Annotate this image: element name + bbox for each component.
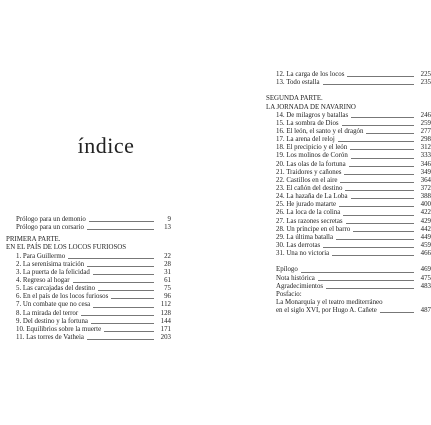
toc-entry-page: 13 [164, 224, 171, 232]
toc-entry [266, 242, 431, 250]
toc-entry-title: 31. Una no victoria [276, 250, 330, 258]
toc-entry-title: 20. Las olas de la fortuna [276, 160, 346, 168]
toc-entry-page: 246 [420, 111, 431, 119]
leader-line [98, 290, 154, 291]
toc-entry-page: 225 [420, 71, 431, 78]
toc-entry-page: 235 [420, 79, 431, 87]
toc-entry-page: 388 [420, 193, 431, 201]
part-heading: PRIMERA PARTE. [6, 236, 61, 244]
toc-entry-page: 364 [420, 176, 431, 184]
toc-entry-page: 459 [420, 241, 431, 249]
toc-entry-page: 346 [420, 160, 431, 168]
toc-entry [6, 269, 171, 277]
toc-entry-title: 12. La carga de los locos [276, 71, 345, 78]
toc-entry-title: Epílogo [276, 266, 298, 274]
toc-entry-page: 96 [164, 293, 171, 301]
leader-line [347, 76, 414, 77]
part-heading: SEGUNDA PARTE. [266, 95, 323, 103]
toc-entry-title: 7. Un combate que no cesa [16, 301, 91, 309]
leader-line [326, 288, 414, 289]
toc-entry-title: 25. He jurado matarte [276, 201, 337, 209]
leader-line [342, 125, 414, 126]
leader-line [87, 229, 154, 230]
toc-entry-page: 333 [420, 152, 431, 160]
toc-entry [266, 71, 431, 79]
toc-entry-page: 112 [160, 301, 171, 309]
toc-entry-title: 24. La hazaña de La Loba [276, 193, 348, 201]
leader-line [332, 255, 414, 256]
toc-entry [266, 152, 431, 160]
page-title: índice [77, 133, 135, 158]
leader-line [351, 158, 414, 159]
toc-entry [266, 185, 431, 193]
toc-entry-title: 16. El león, el santo y el dragón [276, 127, 364, 135]
toc-entry [266, 112, 431, 120]
toc-entry-page: 372 [420, 184, 431, 192]
toc-entry [266, 128, 431, 136]
toc-entry-title: Agradecimientos [276, 282, 324, 290]
toc-entry-title: Prólogo para un corsario [16, 224, 84, 232]
toc-entry [266, 218, 431, 226]
toc-entry-title: 10. Equilibrios sobre la muerte [16, 325, 102, 333]
toc-entry-title: 19. Los molinos de Corón [276, 152, 348, 160]
toc-entry-page: 128 [160, 309, 171, 317]
toc-entry-title: 23. El cañón del destino [276, 184, 343, 192]
leader-line [380, 312, 414, 313]
toc-entry-title: en el siglo XVI, por Hugo A. Cañete [276, 307, 377, 315]
toc-entry [266, 136, 431, 144]
toc-entry-title: 8. La mirada del terror [16, 309, 79, 317]
toc-entry-page: 31 [164, 268, 171, 276]
toc-entry-title: 15. La sombra de Dios [276, 119, 339, 127]
toc-entry-title: 2. La serenísima traición [16, 260, 85, 268]
toc-entry [6, 334, 171, 342]
toc-entry-title: 29. La última batalla [276, 233, 334, 241]
toc-entry-page: 422 [420, 209, 431, 217]
toc-entry-page: 28 [164, 260, 171, 268]
toc-entry-page: 277 [420, 127, 431, 135]
toc-entry-page: 144 [160, 317, 171, 325]
toc-entry [6, 261, 171, 269]
toc-entry [6, 216, 171, 224]
toc-entry-page: 466 [420, 250, 431, 258]
toc-entry [266, 201, 431, 209]
toc-entry-title: 18. El precipicio y el león [276, 144, 348, 152]
toc-entry-page: 22 [164, 252, 171, 260]
leader-line [68, 258, 154, 259]
toc-entry [6, 285, 171, 293]
leader-line [318, 280, 414, 281]
toc-entry-title: Nota histórica [276, 274, 315, 282]
toc-entry-title: 28. Un príncipe en el barro [276, 225, 351, 233]
toc-entry-title: 11. Las torres de Vatheia [16, 333, 84, 341]
left-page [0, 0, 212, 425]
postface-line: La Monarquía y el teatro mediterráneo [276, 298, 383, 306]
toc-entry [6, 253, 171, 261]
toc-entry-title: 5. Las carcajadas del destino [16, 285, 96, 293]
leader-line [87, 339, 154, 340]
toc-entry-page: 312 [420, 144, 431, 152]
leader-line [81, 315, 154, 316]
toc-entry-title: 3. La puerta de la felicidad [16, 268, 90, 276]
toc-entry [266, 144, 431, 152]
leader-line [336, 239, 414, 240]
toc-entry [266, 79, 431, 87]
toc-entry-page: 483 [420, 282, 431, 290]
toc-entry-title: 21. Traidores y cañones [276, 168, 342, 176]
toc-entry-page: 75 [164, 285, 171, 293]
toc-entry [6, 326, 171, 334]
leader-line [345, 190, 414, 191]
toc-entry [266, 161, 431, 169]
toc-entry [6, 310, 171, 318]
toc-entry-page: 429 [420, 217, 431, 225]
toc-entry-page: 487 [420, 307, 431, 315]
toc-entry [266, 283, 431, 291]
toc-entry-title: 14. De milagros y batallas [276, 111, 349, 119]
spacer [266, 87, 431, 95]
toc-entry-page: 171 [160, 325, 171, 333]
toc-entry [266, 209, 431, 217]
toc-entry-page: 442 [420, 225, 431, 233]
toc-entry [266, 169, 431, 177]
toc-entry-page: 203 [160, 333, 171, 341]
toc-entry [266, 307, 431, 315]
toc-entry [266, 226, 431, 234]
toc-entry-page: 298 [420, 136, 431, 144]
toc-entry-title: 27. Las razones secretas [276, 217, 343, 225]
leader-line [104, 331, 154, 332]
leader-line [343, 215, 414, 216]
leader-line [87, 266, 154, 267]
toc-entry-title: 26. La loca de la colina [276, 209, 341, 217]
toc-entry-page: 349 [420, 168, 431, 176]
toc-entry-page: 400 [420, 201, 431, 209]
toc-entry [6, 318, 171, 326]
leader-line [366, 133, 414, 134]
toc-entry-title: 22. Castillos en el aire [276, 176, 338, 184]
toc-entry-page: 449 [420, 233, 431, 241]
leader-line [93, 274, 154, 275]
leader-line [91, 323, 154, 324]
toc-entry-page: 61 [164, 276, 171, 284]
leader-line [340, 182, 414, 183]
leader-line [111, 298, 154, 299]
leader-line [351, 198, 414, 199]
toc-entry-title: Prólogo para un demonio [16, 216, 86, 223]
leader-line [351, 117, 414, 118]
postface-label: Posfacio: [276, 290, 302, 298]
spacer [266, 258, 431, 266]
leader-line [93, 307, 154, 308]
toc-entry-page: 469 [420, 266, 431, 274]
toc-entry [266, 275, 431, 283]
leader-line [339, 206, 414, 207]
toc-entry-title: 1. Para Guillermo [16, 252, 66, 260]
leader-line [73, 282, 154, 283]
leader-line [353, 231, 414, 232]
leader-line [346, 223, 414, 224]
toc-entry [266, 266, 431, 274]
toc-entry-title: 17. La arena del reloj [276, 136, 335, 144]
part-heading: LA JORNADA DE NAVARINO [266, 103, 356, 111]
left-toc-column [6, 216, 171, 342]
leader-line [349, 166, 414, 167]
toc-entry-title: 30. Las derrotas [276, 241, 321, 249]
leader-line [338, 141, 414, 142]
toc-entry [266, 177, 431, 185]
toc-entry-title: 6. En el país de los locos furiosos [16, 293, 109, 301]
leader-line [89, 221, 154, 222]
toc-entry-page: 9 [167, 216, 171, 223]
toc-entry-page: 475 [420, 274, 431, 282]
toc-entry [266, 120, 431, 128]
toc-entry [266, 234, 431, 242]
leader-line [323, 84, 414, 85]
right-toc-column [266, 71, 431, 315]
toc-entry [266, 193, 431, 201]
toc-entry [266, 250, 431, 258]
right-page [213, 0, 431, 425]
toc-entry-page: 259 [420, 119, 431, 127]
toc-entry [6, 301, 171, 309]
toc-entry-title: 4. Regreso al hogar [16, 276, 70, 284]
toc-entry [6, 293, 171, 301]
toc-entry [6, 224, 171, 232]
toc-entry-title: 9. Del destino y la fortuna [16, 317, 88, 325]
leader-line [344, 174, 414, 175]
toc-entry-title: 13. Todo estalla [276, 79, 320, 87]
leader-line [323, 247, 414, 248]
toc-entry [6, 277, 171, 285]
part-heading: EN EL PAÍS DE LOS LOCOS FURIOSOS [6, 244, 127, 252]
leader-line [350, 149, 414, 150]
leader-line [301, 272, 414, 273]
